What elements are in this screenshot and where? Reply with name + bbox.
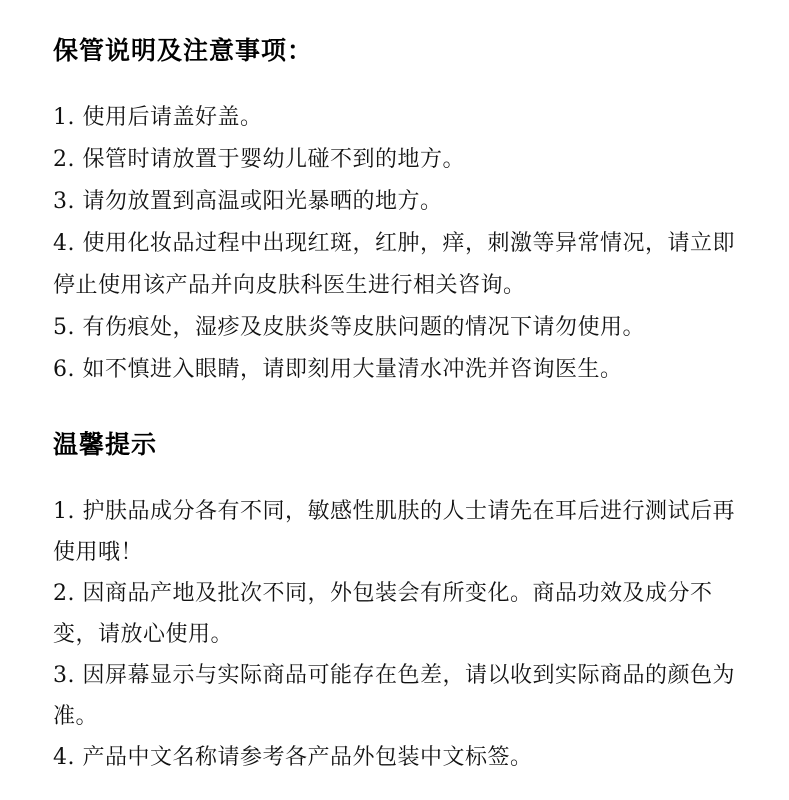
- list-item: 1. 护肤品成分各有不同，敏感性肌肤的人士请先在耳后进行测试后再使用哦！: [53, 499, 735, 565]
- tips-list: [53, 491, 753, 778]
- list-item: 3. 因屏幕显示与实际商品可能存在色差，请以收到实际商品的颜色为准。: [53, 663, 735, 729]
- list-item: 5. 有伤痕处，湿疹及皮肤炎等皮肤问题的情况下请勿使用。: [53, 315, 645, 340]
- list-item: 2. 保管时请放置于婴幼儿碰不到的地方。: [53, 147, 465, 172]
- list-item: 3. 请勿放置到高温或阳光暴晒的地方。: [53, 189, 443, 214]
- tips-title: 温馨提示: [53, 430, 158, 459]
- list-item: 6. 如不慎进入眼睛，请即刻用大量清水冲洗并咨询医生。: [53, 357, 623, 382]
- tips-section: [53, 428, 753, 778]
- storage-notes-list: [53, 97, 753, 391]
- storage-notes-title: 保管说明及注意事项：: [53, 36, 314, 65]
- list-item: 1. 使用后请盖好盖。: [53, 105, 263, 130]
- storage-notes-section: [53, 34, 753, 391]
- list-item: 2. 因商品产地及批次不同，外包装会有所变化。商品功效及成分不变，请放心使用。: [53, 581, 713, 647]
- list-item: 4. 使用化妆品过程中出现红斑，红肿，痒，刺激等异常情况，请立即停止使用该产品并向皮肤科医生进行相关咨询。: [53, 231, 735, 298]
- list-item: 4. 产品中文名称请参考各产品外包装中文标签。: [53, 745, 533, 770]
